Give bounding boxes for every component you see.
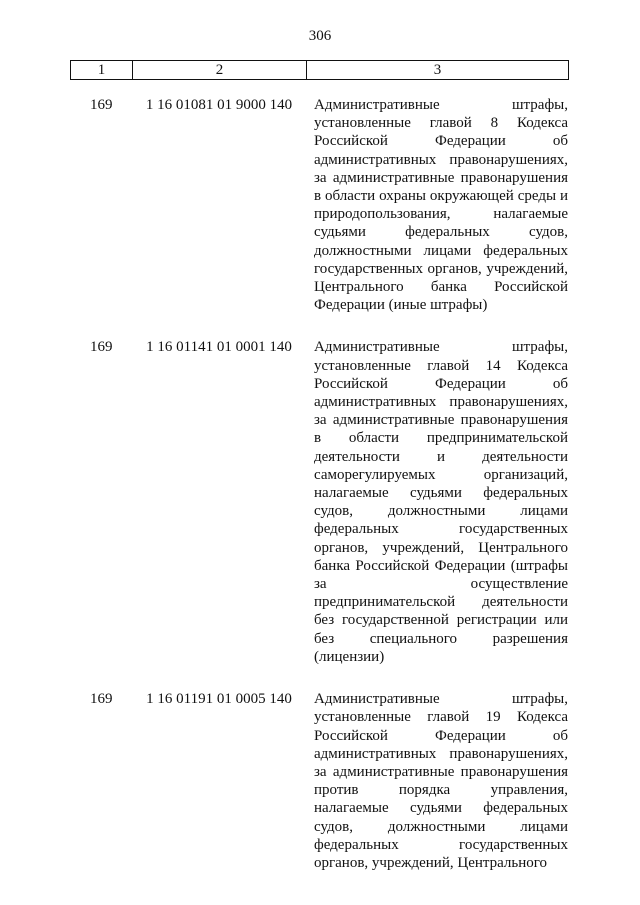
column-header-table — [70, 60, 569, 80]
income-description: Административные штрафы, установленные главой 8 Кодекса Российской Федерации об административных правонарушениях, за административные правонарушения в области охраны окружающей среды и природопользования, налагаемые судьями федеральных судов, должностными лицами федеральных государственных органов, учреждений, Центрального банка Российской Федерации (иные штрафы) — [314, 97, 568, 314]
income-description: Административные штрафы, установленные главой 19 Кодекса Российской Федерации об административных правонарушениях, за административные правонарушения против порядка управления, налагаемые судьями федеральных судов, должностными лицами федеральных государственных органов, учреждений, Центрального — [314, 691, 568, 871]
column-header-1: 1 — [71, 61, 133, 80]
column-header-2: 2 — [133, 61, 307, 80]
income-description: Административные штрафы, установленные главой 14 Кодекса Российской Федерации об административных правонарушениях, за административные правонарушения в области предпринимательской деятельности и деятельности саморегулируемых организаций, налагаемые судьями федеральных судов, должностными лицами федеральных государственных органов, учреждений, Центрального банка Российской Федерации (штрафы за осуществление предпринимательской деятельности без государственной регистрации или без специального разрешения (лицензии) — [314, 339, 568, 665]
admin-code: 169 — [90, 339, 113, 356]
budget-classification-code: 1 16 01141 01 0001 140 — [146, 339, 292, 356]
admin-code: 169 — [90, 97, 113, 113]
table-row — [70, 690, 568, 872]
page-number: 306 — [308, 28, 332, 44]
budget-classification-code: 1 16 01081 01 9000 140 — [145, 97, 293, 113]
entries-list — [70, 96, 568, 896]
admin-code: 169 — [90, 691, 113, 708]
column-header-3: 3 — [307, 61, 569, 80]
column-header-row — [71, 61, 569, 80]
table-row — [70, 338, 568, 666]
table-row — [70, 96, 568, 314]
budget-classification-code: 1 16 01191 01 0005 140 — [146, 691, 292, 708]
